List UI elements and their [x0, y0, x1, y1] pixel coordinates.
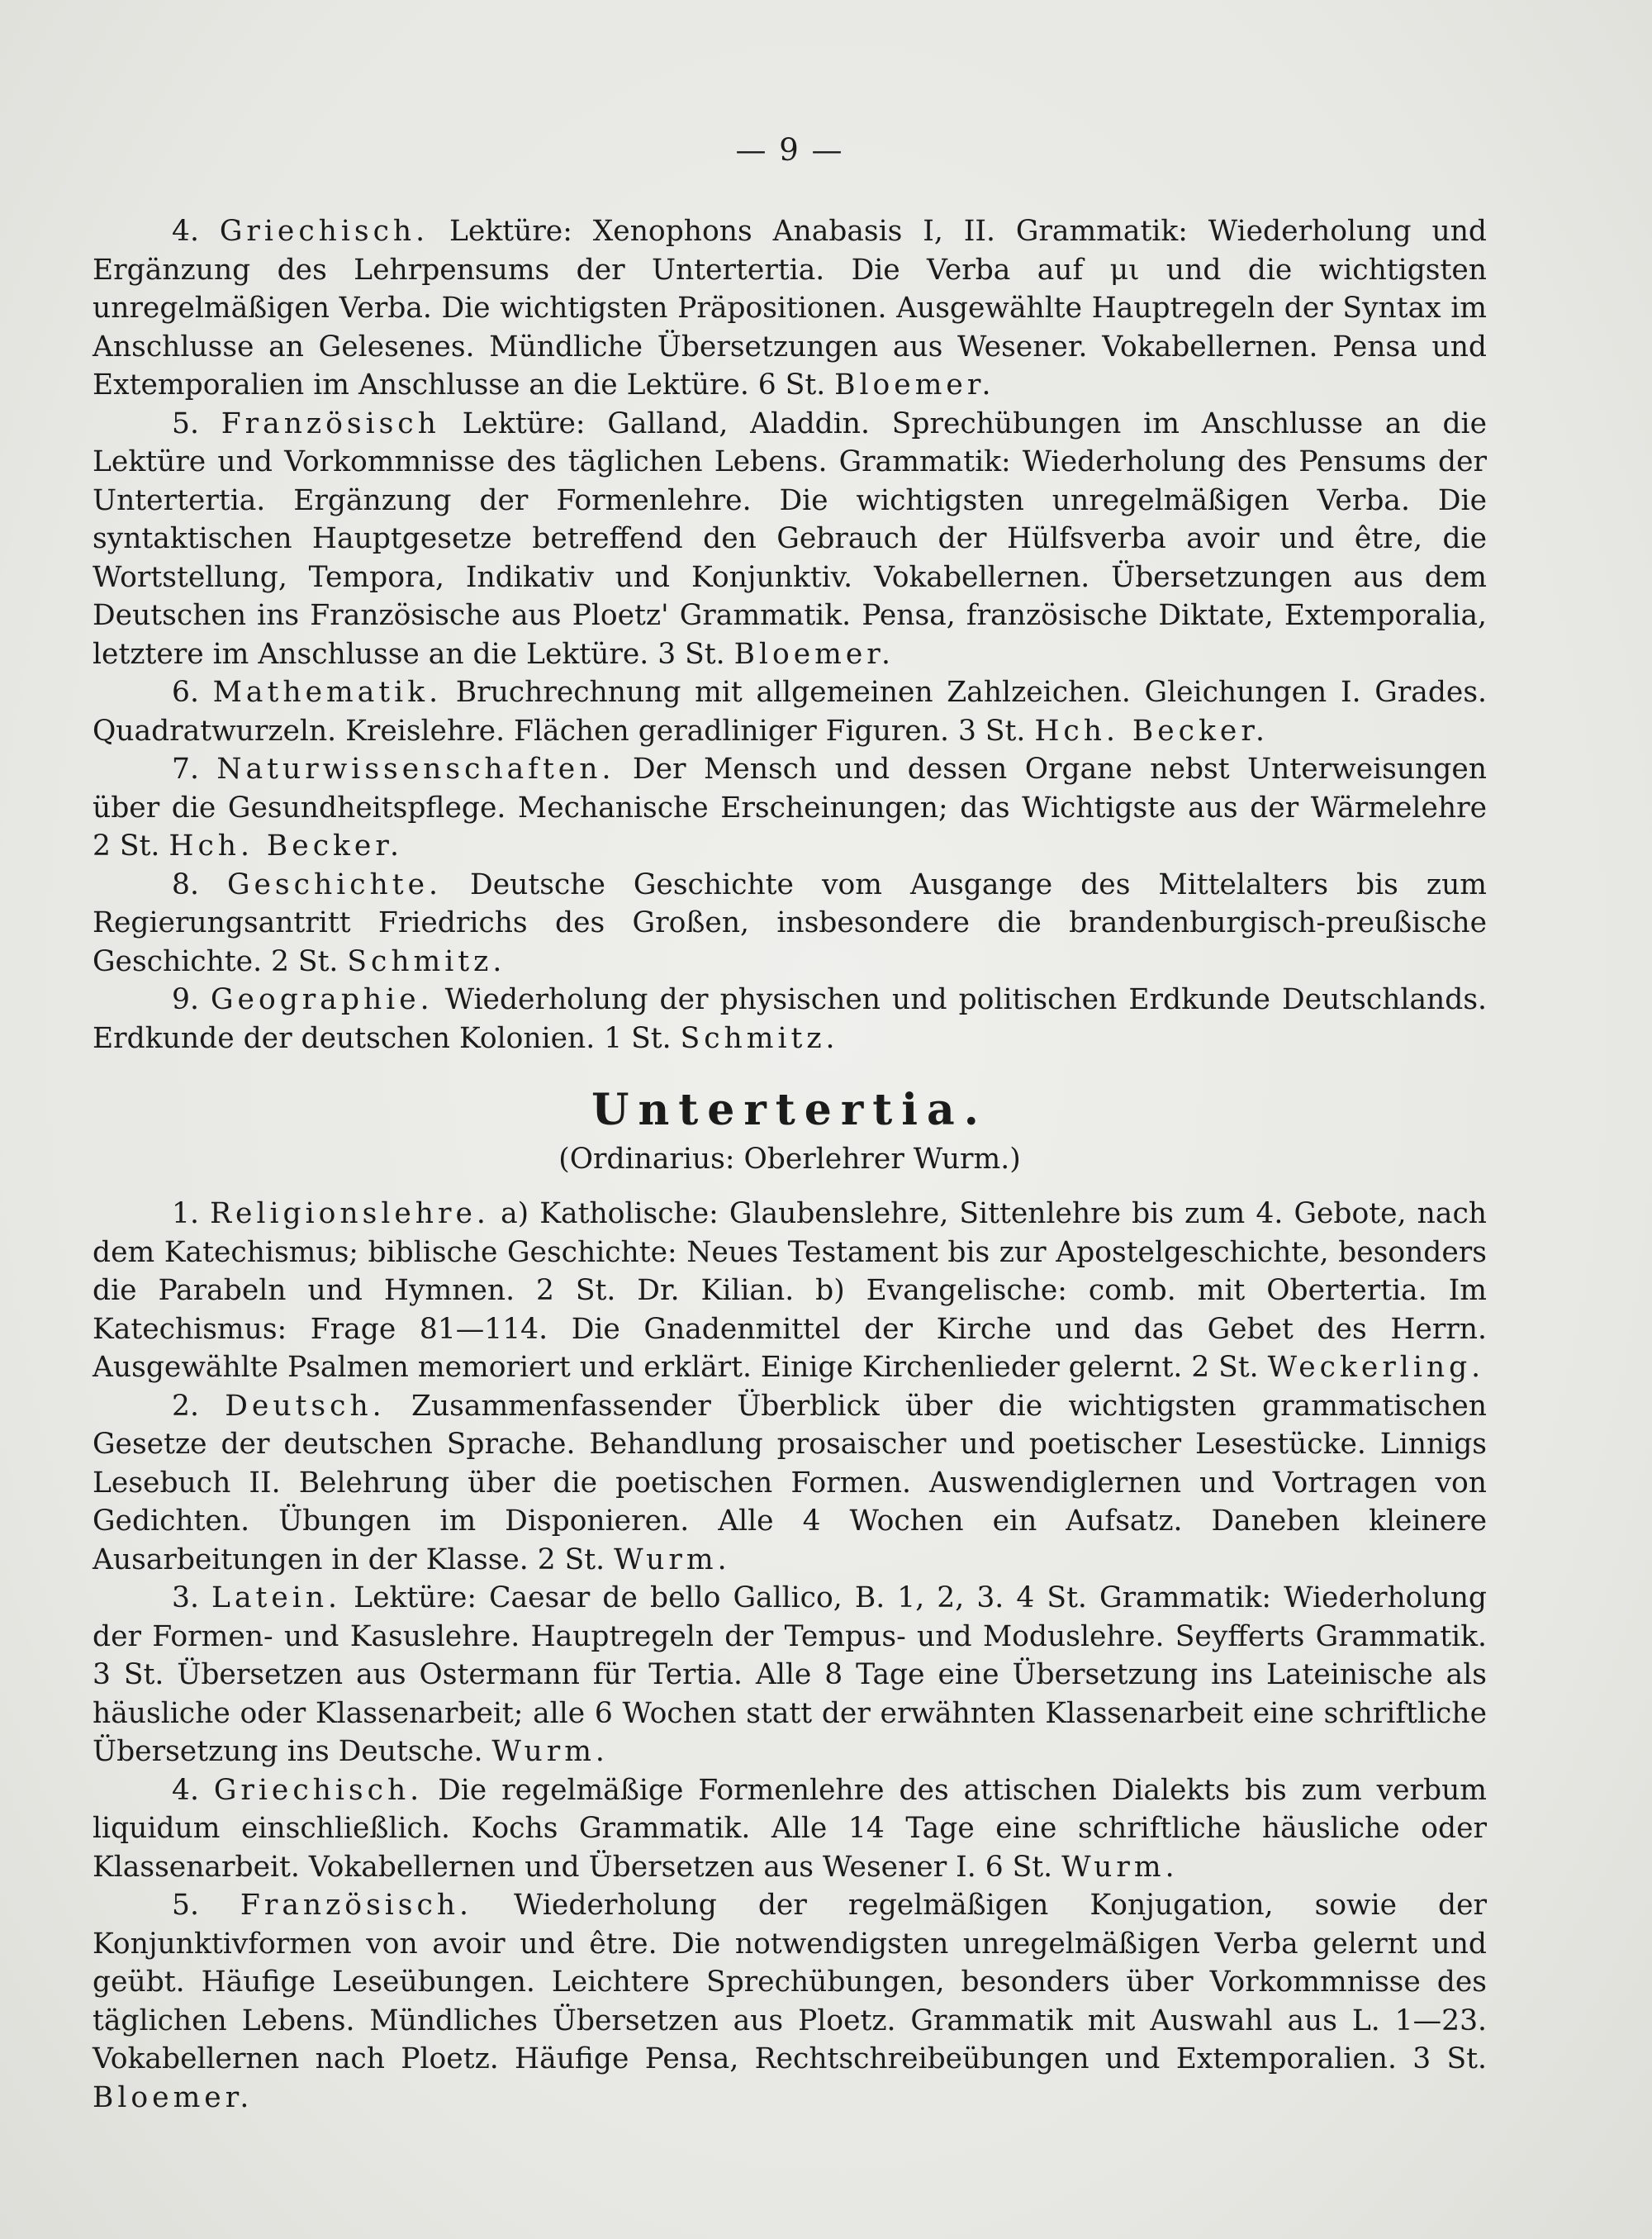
- item-number: 2.: [172, 1389, 199, 1423]
- subject-title: Französisch: [221, 406, 440, 440]
- item-text: Zusammenfassender Überblick über die wichtigsten grammatischen Gesetze der deutschen Sprache. Behandlung prosaischer und poetischer Lesestücke. Linnigs Lesebuch II. Belehrung über die poetischen Formen. Auswendiglernen und Vortragen von Gedichten. Übungen im Disponieren. Alle 4 Wochen ein Aufsatz. Daneben kleinere Ausarbeitungen in der Klasse. 2 St.: [93, 1389, 1488, 1576]
- paragraph-franzoesisch: [93, 405, 1487, 674]
- item-number: 9.: [172, 983, 199, 1016]
- item-text: Wiederholung der regelmäßigen Konjugation, sowie der Konjunktivformen von avoir und être. Die notwendigsten unregelmäßigen Verba gelernt und geübt. Häufige Leseübungen. Leichtere Sprechübungen, besonders über Vorkommnisse des täglichen Lebens. Mündliches Übersetzen aus Ploetz. Grammatik mit Auswahl aus L. 1—23. Vokabellernen nach Ploetz. Häufige Pensa, Rechtschreibeübungen und Extemporalien. 3 St.: [93, 1889, 1487, 2075]
- item-text: a) Katholische: Glaubenslehre, Sittenlehre bis zum 4. Gebote, nach dem Katechismus; biblische Geschichte: Neues Testament bis zur Apostelgeschichte, besonders die Parabeln und Hymnen. 2 St. Dr. Kilian. b) Evangelische: comb. mit Obertertia. Im Katechismus: Frage 81—114. Die Gnadenmittel der Kirche und das Gebet des Herrn. Ausgewählte Psalmen memoriert und erklärt. Einige Kirchenlieder gelernt. 2 St.: [93, 1197, 1488, 1384]
- paragraph-franzoesisch-untertertia: [93, 1886, 1487, 2117]
- section-subheading: (Ordinarius: Oberlehrer Wurm.): [558, 1143, 1021, 1176]
- teacher-name: Schmitz.: [680, 1021, 839, 1055]
- paragraph-griechisch: [93, 212, 1487, 405]
- subject-title: Geographie.: [210, 983, 434, 1016]
- item-text: Der Mensch und dessen Organe nebst Unterweisungen über die Gesundheitspflege. Mechanische Erscheinungen; das Wichtigste aus der Wärmelehre 2 St.: [93, 753, 1488, 863]
- subject-title: Latein.: [211, 1581, 342, 1614]
- subject-title: Griechisch.: [219, 215, 430, 248]
- item-number: 3.: [172, 1581, 199, 1614]
- subject-title: Naturwissenschaften.: [216, 753, 615, 786]
- obertertia-continuation: [93, 212, 1487, 1058]
- page-number: — 9 —: [735, 132, 844, 168]
- item-number: 1.: [172, 1197, 199, 1230]
- subject-title: Griechisch.: [213, 1773, 424, 1807]
- item-text: Die regelmäßige Formenlehre des attischen Dialekts bis zum verbum liquidum einschließlich. Kochs Grammatik. Alle 14 Tage eine schriftliche häusliche oder Klassenarbeit. Vokabellernen und Übersetzen aus Wesener I. 6 St.: [93, 1773, 1488, 1884]
- paragraph-naturwissenschaften: [93, 750, 1487, 866]
- subject-title: Religionslehre.: [210, 1197, 490, 1230]
- untertertia-section: [93, 1086, 1487, 2117]
- item-number: 6.: [172, 676, 199, 709]
- paragraph-geographie: [93, 981, 1487, 1058]
- item-number: 8.: [172, 868, 199, 901]
- teacher-name: Bloemer.: [834, 368, 995, 402]
- item-number: 7.: [172, 753, 199, 786]
- paragraph-mathematik: [93, 673, 1487, 750]
- section-heading: Untertertia.: [591, 1085, 988, 1135]
- item-text: Deutsche Geschichte vom Ausgange des Mittelalters bis zum Regierungsantritt Friedrichs des Großen, insbesondere die brandenburgisch-preußische Geschichte. 2 St.: [93, 868, 1488, 978]
- paragraph-deutsch: [93, 1387, 1487, 1580]
- teacher-name: Wurm.: [491, 1735, 609, 1768]
- item-text: Wiederholung der physischen und politischen Erdkunde Deutschlands. Erdkunde der deutschen Kolonien. 1 St.: [93, 983, 1487, 1055]
- subject-title: Geschichte.: [226, 868, 442, 901]
- subject-title: Französisch.: [240, 1889, 473, 1922]
- teacher-name: Wurm.: [1061, 1850, 1179, 1884]
- teacher-name: Weckerling.: [1267, 1351, 1485, 1384]
- subject-title: Mathematik.: [212, 676, 443, 709]
- teacher-name: Bloemer.: [733, 637, 895, 671]
- item-number: 4.: [172, 215, 199, 248]
- teacher-name: Schmitz.: [347, 944, 506, 978]
- paragraph-griechisch-untertertia: [93, 1771, 1487, 1887]
- paragraph-latein: [93, 1579, 1487, 1771]
- teacher-name: Hch. Becker.: [1034, 714, 1269, 748]
- subject-title: Deutsch.: [225, 1389, 386, 1423]
- teacher-name: Wurm.: [614, 1543, 731, 1576]
- item-text: Lektüre: Galland, Aladdin. Sprechübungen im Anschlusse an die Lektüre und Vorkommnisse des täglichen Lebens. Grammatik: Wiederholung des Pensums der Untertertia. Ergänzung der Formenlehre. Die wichtigsten unregelmäßigen Verba. Die syntaktischen Hauptgesetze betreffend den Gebrauch der Hülfsverba avoir und être, die Wortstellung, Tempora, Indikativ und Konjunktiv. Vokabellernen. Übersetzungen aus dem Deutschen ins Französische aus Ploetz' Grammatik. Pensa, französische Diktate, Extemporalia, letztere im Anschlusse an die Lektüre. 3 St.: [93, 406, 1488, 671]
- teacher-name: Hch. Becker.: [169, 830, 404, 863]
- paragraph-geschichte: [93, 866, 1487, 982]
- item-text: Lektüre: Caesar de bello Gallico, B. 1, 2, 3. 4 St. Grammatik: Wiederholung der Formen- und Kasuslehre. Hauptregeln der Tempus- und Moduslehre. Seyfferts Grammatik. 3 St. Übersetzen aus Ostermann für Tertia. Alle 8 Tage eine Übersetzung ins Lateinische als häusliche oder Klassenarbeit; alle 6 Wochen statt der erwähnten Klassenarbeit eine schriftliche Übersetzung ins Deutsche.: [93, 1581, 1488, 1768]
- item-number: 5.: [172, 1889, 199, 1922]
- item-number: 5.: [172, 406, 199, 440]
- paragraph-religionslehre: [93, 1195, 1487, 1387]
- item-text: Lektüre: Xenophons Anabasis I, II. Grammatik: Wiederholung und Ergänzung des Lehrpensums der Untertertia. Die Verba auf μι und die wichtigsten unregelmäßigen Verba. Die wichtigsten Präpositionen. Ausgewählte Hauptregeln der Syntax im Anschlusse an Gelesenes. Mündliche Übersetzungen aus Wesener. Vokabellernen. Pensa und Extemporalien im Anschlusse an die Lektüre. 6 St.: [93, 215, 1488, 402]
- teacher-name: Bloemer.: [93, 2080, 254, 2114]
- item-text: Bruchrechnung mit allgemeinen Zahlzeichen. Gleichungen I. Grades. Quadratwurzeln. Kreislehre. Flächen geradliniger Figuren. 3 St.: [93, 676, 1487, 748]
- item-number: 4.: [172, 1773, 199, 1807]
- page-content: [93, 132, 1487, 2117]
